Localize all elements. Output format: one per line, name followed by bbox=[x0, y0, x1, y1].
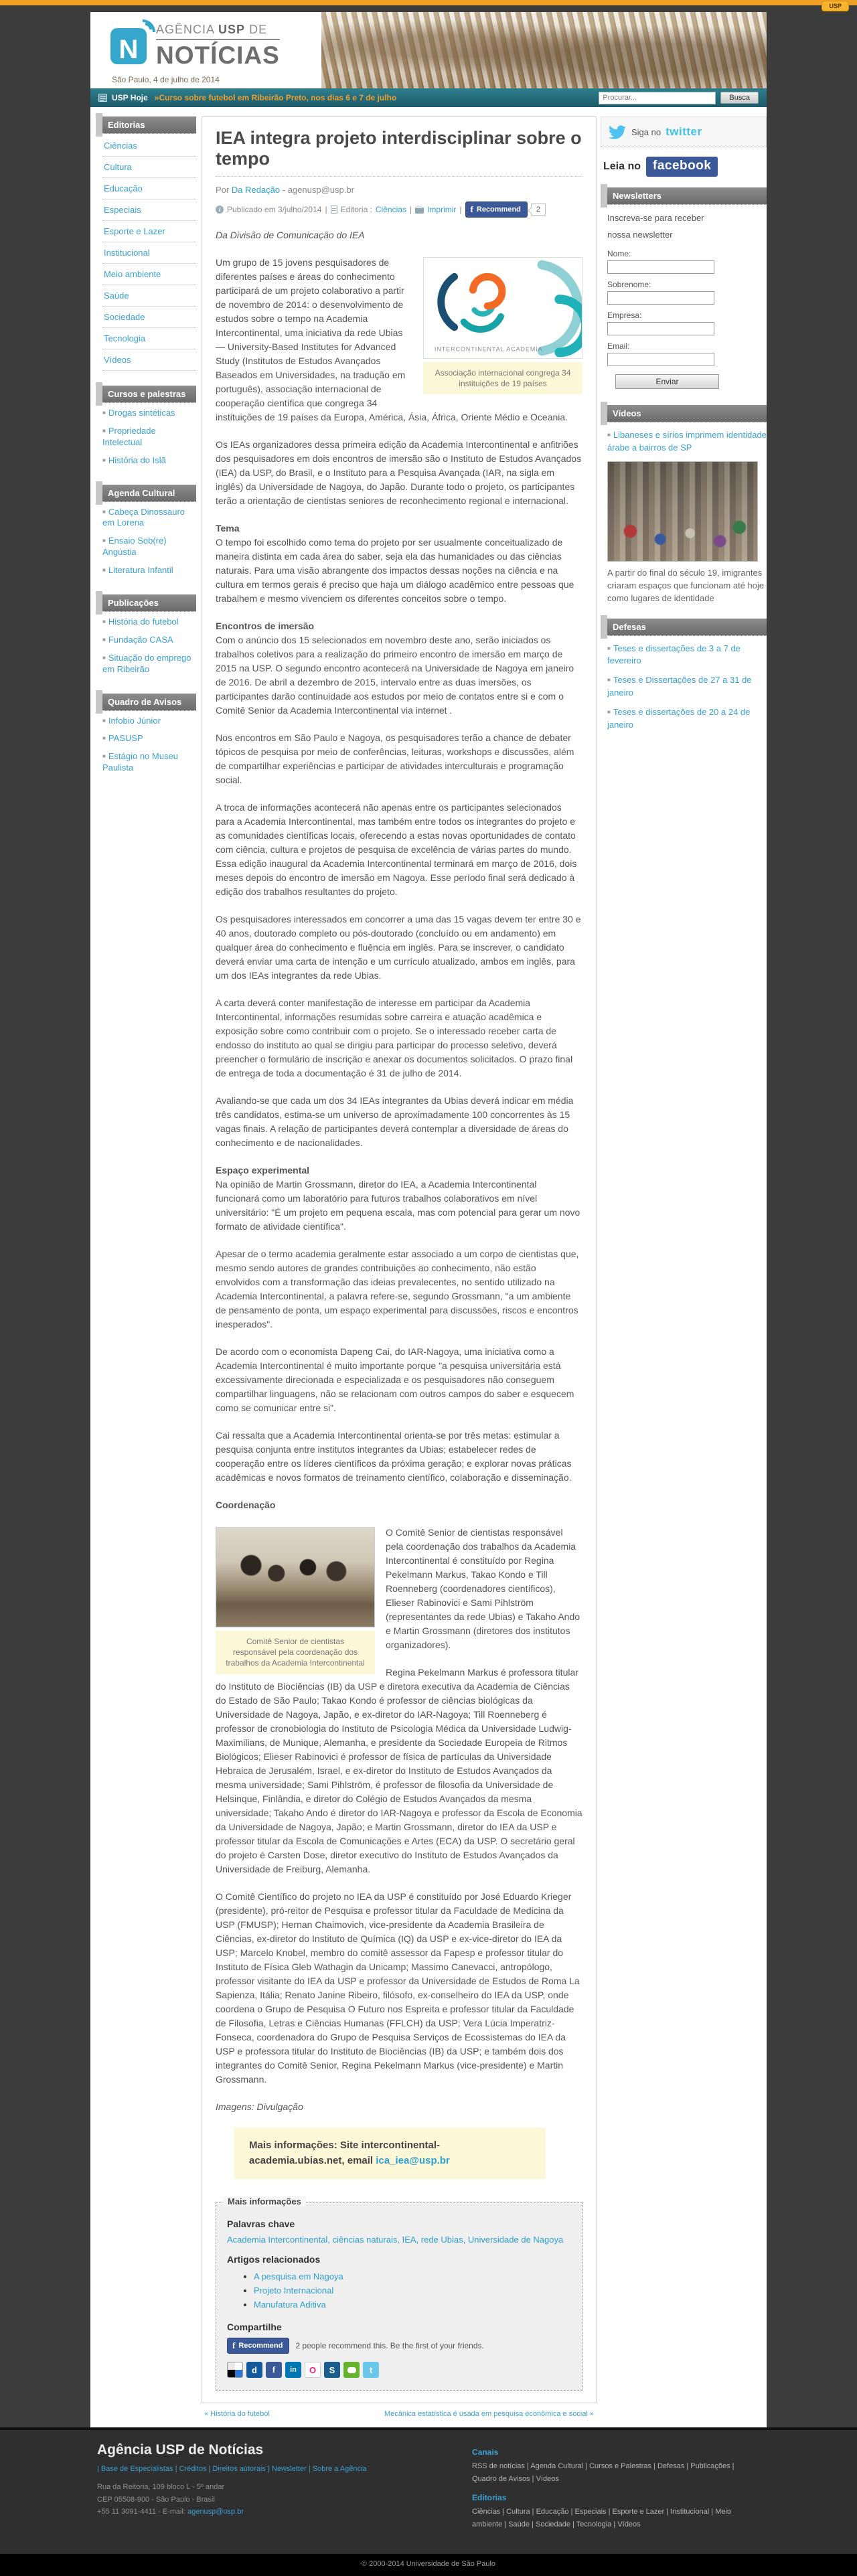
committee-photo bbox=[216, 1527, 375, 1627]
current-date: São Paulo, 4 de julho de 2014 bbox=[112, 74, 224, 86]
info-icon: i bbox=[216, 206, 224, 214]
paragraph: O Comitê Científico do projeto no IEA da USP é constituído por José Eduardo Krieger (presidente), pró-reitor de Pesquisa e professor titular da Faculdade de Medicina da USP (FMUSP); Hernan Chaimovich, vice-presidente da Academia Brasileira de Ciências, ex-diretor do Instituto de Química (IQ) da USP e ex-vice-diretor do IEA da USP; Marcelo Knobel, membro do comitê assessor da Fapesp e professor titular do Instituto de Física Gleb Wathagin da Unicamp; Massimo Canevacci, antropólogo, professor visitante do IEA da USP e professor da Universidade de Estudos de Roma La Sapienza, Itália; Renato Janine Ribeiro, filósofo, ex-conselheiro do IEA da USP, onde coordena o Grupo de Pesquisa O Futuro nos Espreita e professor titular da Faculdade de Filosofia, Letras e Ciências Humanas (FFLCH) da USP; Vera Lúcia Imperatriz-Fonseca, coordenadora do Grupo de Pesquisa Serviços de Ecossistemas do IEA da USP e professora titular do Instituto de Biociências (IB) da USP; e também dois dos integrantes do Comitê Senior, Regina Pekelmann Markus (vice-presidente) e Martin Grossmann. bbox=[216, 1891, 580, 2085]
section-header-videos: Vídeos bbox=[607, 405, 767, 422]
paragraph: Tema O tempo foi escolhido como tema do projeto por ser usualmente conceitualizado de maneira distinta em cada área do saber, seja ela das humanidades ou das ciências naturais. Para uma visão abrangente dos impactos dessas noções na ciência e na cultura em termos gerais é preciso que haja um diálogo acadêmico entre pessoas que trabalhem e mesmo vivenciem os diferentes conceitos sobre o tempo. bbox=[216, 523, 574, 604]
footer-title: Agência USP de Notícias bbox=[97, 2442, 264, 2458]
facebook-count-badge: 2 bbox=[531, 204, 546, 216]
paragraph: Cai ressalta que a Academia Intercontinental orienta-se por três metas: estimular a pesquisa conjunta entre institutos integrantes da Ubias; estabelecer redes de cooperação entre os líderes científicos da próxima geração; e explorar novas práticas acadêmicas e novos formatos de treinamento científico, colaboração e disseminação. bbox=[216, 1430, 572, 1483]
email-field[interactable] bbox=[607, 353, 714, 366]
logo-title: NOTÍCIAS bbox=[156, 42, 280, 69]
sidebar-link[interactable]: ■ Drogas sintéticas bbox=[102, 408, 175, 418]
facebook-follow-box[interactable]: Leia no facebook bbox=[601, 147, 767, 187]
subheading-tema: Tema bbox=[216, 523, 240, 534]
twitter-wordmark: twitter bbox=[666, 125, 702, 138]
section-header-editorias: Editorias bbox=[102, 116, 196, 134]
section-header-defesas: Defesas bbox=[607, 619, 767, 636]
footer-links[interactable]: | Base de Especialistas | Créditos | Direitos autorais | Newsletter | Sobre a Agência bbox=[97, 2465, 367, 2473]
facebook-wordmark: facebook bbox=[646, 157, 718, 177]
logo-wordmark: INTERCONTINENTAL ACADEMIA bbox=[434, 345, 543, 353]
sidebar-link[interactable]: ■ Cabeça Dinossauro em Lorena bbox=[102, 506, 185, 528]
search-input[interactable] bbox=[599, 92, 716, 104]
keywords-title: Palavras chave bbox=[227, 2219, 295, 2229]
video-caption: A partir do final do século 19, imigrantes criaram espaços que funcionam até hoje como lugares de identidade bbox=[607, 568, 765, 603]
facebook-icon[interactable]: f bbox=[266, 2362, 282, 2378]
related-article-link[interactable]: Projeto Internacional bbox=[254, 2285, 334, 2296]
sidebar-item-meio-ambiente[interactable]: Meio ambiente bbox=[102, 264, 196, 285]
sidebar-link[interactable]: ■ História do futebol bbox=[102, 617, 179, 627]
newsletter-intro: Inscreva-se para receber nossa newsletter bbox=[607, 213, 704, 240]
site-header bbox=[90, 12, 767, 88]
paragraph: A troca de informações acontecerá não apenas entre os participantes selecionados para a Academia Intercontinental, mas também entre todos os integrantes do projeto e as comunidades científicas locais, oferecendo a estas novas oportunidades de contato com ciência, cultura e projetos de pesquisa de excelência de várias partes do mundo. Essa edição inaugural da Academia Intercontinental terminará em março de 2016, dois meses depois do encontro de imersão em Nagoya. Esse período final será dedicado à edição dos trabalhos resultantes do projeto. bbox=[216, 802, 577, 897]
paragraph: Os IEAs organizadores dessa primeira edição da Academia Intercontinental e anfitriões dos pesquisadores em dois encontros de imersão são o Instituto de Estudos Avançados (IEA) da USP, do Brasil, e o Instituto para a Pesquisa Avançada (IAR, na sigla em inglês) da Universidade de Nagoya, do Japão. Durante todo o projeto, os participantes terão a orientação de cientistas seniores de reconhecimento regional e internacional. bbox=[216, 439, 582, 506]
paragraph: Apesar de o termo academia geralmente estar associado a um corpo de cientistas que, mesmo sendo autores de grandes contribuições ao conhecimento, não estão envolvidos com a transformação das ideias prevalecentes, no sentido utilizado na Academia Intercontinental, a palavra refere-se, segundo Grossmann, "a um ambiente de pensamento de ponta, um espaço experimental para discussões, riscos e encontros inesperados". bbox=[216, 1249, 579, 1330]
usp-portal-button[interactable]: USP bbox=[822, 1, 849, 11]
list-item bbox=[254, 2285, 571, 2296]
document-icon bbox=[331, 206, 337, 214]
footer-left bbox=[97, 2442, 367, 2539]
intercontinental-academia-logo bbox=[423, 257, 582, 359]
sidebar-link[interactable]: ■ PASUSP bbox=[102, 733, 143, 744]
paragraph: De acordo com o economista Dapeng Cai, do IAR-Nagoya, uma iniciativa como a Academia Intercontinental é muito importante porque "a pesquisa universitária está excessivamente direcionada e especializada e os pesquisadores não conseguem compartilhar linguagens, não se relacionam com outros campos do saber e esquecem como se comunicar entre si". bbox=[216, 1346, 574, 1413]
usp-hoje-bar bbox=[90, 88, 767, 107]
empresa-field[interactable] bbox=[607, 322, 714, 335]
delicious-icon[interactable] bbox=[227, 2362, 243, 2378]
field-label-nome: Nome: bbox=[607, 249, 631, 259]
print-link[interactable]: Imprimir bbox=[427, 205, 457, 214]
sidebar-item-esporte[interactable]: Esporte e Lazer bbox=[102, 221, 196, 242]
contact-email-link[interactable]: ica_iea@usp.br bbox=[376, 2154, 450, 2166]
news-list-icon bbox=[98, 94, 107, 102]
committee-photo-caption: Comitê Senior de cientistas responsável pela coordenação dos trabalhos da Academia Intercontinental bbox=[216, 1631, 375, 1674]
field-label-email: Email: bbox=[607, 341, 630, 351]
article-meta: i Publicado em 3/julho/2014 | Editoria : Ciências | Imprimir | f Recommend 2 bbox=[216, 202, 582, 218]
sidebar-item-tecnologia[interactable]: Tecnologia bbox=[102, 328, 196, 349]
wifi-arc-icon bbox=[143, 19, 155, 32]
paragraph: Os pesquisadores interessados em concorrer a uma das 15 vagas devem ter entre 30 e 40 anos, doutorado completo ou pós-doutorado (concluído ou em andamento) em qualquer área do conhecimento e fluência em inglês. Para se inscrever, o candidato deverá enviar uma carta de intenção e um currículo atualizado, ambos em inglês, para um dos IEAs integrantes da rede Ubias. bbox=[216, 914, 581, 981]
publish-date: Publicado em 3/julho/2014 bbox=[227, 205, 322, 214]
defesas-link[interactable]: ■ Teses e dissertações de 3 a 7 de fevereiro bbox=[607, 643, 741, 666]
footer-canais-links[interactable]: RSS de notícias | Agenda Cultural | Cursos e Palestras | Defesas | Publicações | Quadro de Avisos | Vídeos bbox=[472, 2462, 734, 2483]
footer-email-link[interactable]: agenusp@usp.br bbox=[187, 2508, 244, 2516]
sidebar-item-educacao[interactable]: Educação bbox=[102, 178, 196, 199]
newsletter-submit-button[interactable]: Enviar bbox=[615, 374, 719, 389]
paragraph bbox=[216, 1498, 582, 1512]
keyboard-photo bbox=[321, 12, 767, 88]
paragraph: Encontros de imersão Com o anúncio dos 15 selecionados em novembro deste ano, serão iniciados os trabalhos coletivos para a realização do primeiro encontro de imersão em março de 2015 na USP. O segundo encontro acontecerá na Universidade de Nagoya em janeiro de 2016. De abril a dezembro de 2015, intervalo entre as duas imersões, os participantes darão continuidade aos estudos por meio de contatos entre si e com o Comitê Senior da Academia Intercontinental via internet . bbox=[216, 621, 574, 716]
committee-photo-figure bbox=[216, 1527, 375, 1674]
sidebar-link[interactable]: ■ História do Islã bbox=[102, 455, 166, 465]
footer-editorias-title: Editorias bbox=[472, 2493, 507, 2503]
paragraph: Um grupo de 15 jovens pesquisadores de diferentes países e áreas do conhecimento participará de um projeto colaborativo a partir de novembro de 2014: o desenvolvimento de estudos sobre o tempo na Academia Intercontinental, uma iniciativa da rede Ubias — University-Based Institutes for Advanced Study (Institutos de Estudos Avançados Baseados em Universidades, na tradução em português), associação internacional de cooperação científica que congrega 34 instituições de 19 países da Europa, América, Ásia, África, Oriente Médio e Oceania. bbox=[216, 257, 568, 422]
article-credit: Da Divisão de Comunicação do IEA bbox=[216, 230, 365, 240]
nome-field[interactable] bbox=[607, 260, 714, 274]
left-sidebar bbox=[96, 111, 196, 792]
footer-right bbox=[472, 2442, 760, 2539]
subheading-espaco: Espaço experimental bbox=[216, 1165, 310, 1176]
sidebar-link[interactable]: ■ Literatura Infantil bbox=[102, 565, 173, 576]
printer-icon bbox=[415, 208, 424, 214]
sidebar-link[interactable]: ■ Ensaio Sob(re) Angústia bbox=[102, 536, 167, 558]
paragraph: Nos encontros em São Paulo e Nagoya, os pesquisadores terão a chance de debater tópicos de pesquisa por meio de conferências, leituras, workshops e discussões, além de compartilhar experiências e participar de atividades interculturais e programação social. bbox=[216, 732, 574, 785]
top-accent-bar bbox=[0, 0, 857, 9]
subheading-encontros: Encontros de imersão bbox=[216, 621, 315, 631]
article-pagination bbox=[202, 2410, 597, 2418]
intercontinental-academia-logo-figure bbox=[423, 257, 582, 394]
search-button[interactable]: Busca bbox=[720, 92, 759, 104]
next-article-link[interactable]: Mecânica estatística é usada em pesquisa econômica e social » bbox=[384, 2410, 594, 2418]
subheading-coordenacao: Coordenação bbox=[216, 1500, 276, 1510]
field-label-empresa: Empresa: bbox=[607, 311, 642, 321]
list-item bbox=[254, 2271, 571, 2281]
twitter-icon[interactable]: t bbox=[363, 2362, 379, 2378]
chat-share-icon[interactable] bbox=[343, 2362, 360, 2378]
orkut-icon[interactable]: O bbox=[305, 2362, 321, 2378]
sidebar-link[interactable]: ■ Fundação CASA bbox=[102, 634, 173, 645]
keywords-links[interactable]: Academia Intercontinental, ciências naturais, IEA, rede Ubias, Universidade de Nagoya bbox=[227, 2235, 564, 2245]
facebook-icon: f bbox=[232, 2340, 236, 2350]
footer-editorias-links[interactable]: Ciências | Cultura | Educação | Especiais | Esporte e Lazer | Institucional | Meio ambiente | Saúde | Sociedade | Tecnologia | Vídeos bbox=[472, 2508, 732, 2529]
logo-caption: Associação internacional congrega 34 instituições de 19 países bbox=[423, 362, 582, 394]
stumbleupon-icon[interactable]: S bbox=[324, 2362, 340, 2378]
section-header-publicacoes: Publicações bbox=[102, 594, 196, 612]
related-article-link[interactable]: Manufatura Aditiva bbox=[254, 2300, 326, 2310]
author-link[interactable]: Da Redação bbox=[231, 185, 281, 195]
field-label-sobrenome: Sobrenome: bbox=[607, 280, 651, 290]
digg-icon[interactable]: d bbox=[246, 2362, 262, 2378]
more-info-panel bbox=[216, 2196, 582, 2391]
defesas-link[interactable]: ■ Teses e dissertações de 20 a 24 de janeiro bbox=[607, 706, 751, 730]
logo-n-icon bbox=[110, 28, 147, 64]
section-header-avisos: Quadro de Avisos bbox=[102, 694, 196, 711]
sidebar-item-saude[interactable]: Saúde bbox=[102, 285, 196, 307]
facebook-icon: f bbox=[470, 204, 473, 214]
site-footer bbox=[0, 2427, 857, 2554]
site-logo[interactable] bbox=[110, 23, 295, 72]
sidebar-item-sociedade[interactable]: Sociedade bbox=[102, 307, 196, 328]
twitter-follow-box[interactable]: Siga no twitter bbox=[601, 116, 767, 147]
ticker-label: USP Hoje bbox=[112, 93, 148, 102]
sidebar-item-videos[interactable]: Vídeos bbox=[102, 349, 196, 371]
ticker-headline-link[interactable]: »Curso sobre futebol em Ribeirão Preto, nos dias 6 e 7 de julho bbox=[154, 93, 397, 102]
paragraph: O Comitê Senior de cientistas responsável pela coordenação dos trabalhos da Academia Intercontinental é constituído por Regina Pekelmann Markus, Takao Kondo e Till Roenneberg (coordenadores científicos), Elieser Rabinovici e Sami Pihlström (representantes da rede Ubias) e Takaho Ando e Martin Grossmann (diretores dos institutos organizadores). bbox=[386, 1527, 580, 1650]
facebook-recommend-button[interactable]: f Recommend bbox=[227, 2338, 289, 2354]
page-title: IEA integra projeto interdisciplinar sobre o tempo bbox=[216, 128, 582, 169]
article bbox=[202, 116, 597, 2403]
more-info-highlight-box: Mais informações: Site intercontinental-academia.ubias.net, email ica_iea@usp.br bbox=[234, 2127, 546, 2179]
linkedin-icon[interactable]: in bbox=[285, 2362, 301, 2378]
video-link[interactable]: ■ Libaneses e sírios imprimem identidade árabe a bairros de SP bbox=[607, 430, 767, 453]
sidebar-link[interactable]: ■ Estágio no Museu Paulista bbox=[102, 751, 178, 773]
share-title: Compartilhe bbox=[227, 2322, 282, 2332]
footer-address: Rua da Reitoria, 109 bloco L - 5º andar CEP 05508-900 - São Paulo - Brasil +55 11 3091-4411 - E-mail: agenusp@usp.br bbox=[97, 2483, 244, 2516]
sidebar-link[interactable]: ■ Situação do emprego em Ribeirão bbox=[102, 652, 191, 674]
twitter-bird-icon bbox=[607, 124, 627, 140]
editoria-link[interactable]: Ciências bbox=[375, 205, 406, 214]
sidebar-link[interactable]: ■ Propriedade Intelectual bbox=[102, 425, 156, 447]
logo-subtitle: AGÊNCIA USP DE bbox=[156, 23, 280, 40]
images-credit: Imagens: Divulgação bbox=[216, 2101, 303, 2112]
defesas-link[interactable]: ■ Teses e Dissertações de 27 a 31 de janeiro bbox=[607, 675, 752, 698]
video-thumbnail[interactable] bbox=[607, 461, 758, 562]
sidebar-item-ciencias[interactable]: Ciências bbox=[102, 135, 196, 157]
paragraph: Regina Pekelmann Markus é professora titular do Instituto de Biociências (IB) da USP e diretora executiva da Academia de Ciências do Estado de São Paulo; Takao Kondo é professor de ciências biológicas da Universidade de Nagoya, Japão, e ex-diretor do IAR-Nagoya; Till Roenneberg é professor de cronobiologia do Instituto de Psicologia Médica da Universidade Ludwig-Maximilians, de Munique, Alemanha, e presidente da Sociedade Europeia de Ritmos Biológicos; Elieser Rabinovici é professor de física de partículas da Universidade Hebraica de Jerusalém, Israel, e ex-diretor do Instituto de Estudos Avançados da mesma universidade; Sami Pihlström, é professor de filosofia da Universidade de Helsinque, Finlândia, e diretor do Colégio de Estudos Avançados da mesma universidade; Takaho Ando é diretor do IAR-Nagoya e professor da Escola de Economia da Universidade de Nagoya, Japão; e Martin Grossmann, diretor do IEA da USP e professor titular da Escola de Comunicações e Artes (ECA) da USP. O secretário geral do projeto é Carsten Dose, diretor executivo do Instituto de Estudos Avançados da Universidade de Freiburg, Alemanha. bbox=[216, 1667, 582, 1874]
sidebar-item-especiais[interactable]: Especiais bbox=[102, 199, 196, 221]
sobrenome-field[interactable] bbox=[607, 291, 714, 305]
sidebar-item-institucional[interactable]: Institucional bbox=[102, 242, 196, 264]
right-sidebar bbox=[601, 111, 767, 745]
previous-article-link[interactable]: « História do futebol bbox=[204, 2410, 270, 2418]
sidebar-link[interactable]: ■ Infobio Júnior bbox=[102, 715, 161, 726]
paragraph: Espaço experimental Na opinião de Martin Grossmann, diretor do IEA, a Academia Intercontinental funcionará como um laboratório para futuros trabalhos colaborativos em nível universitário: "É um projeto em pequena escala, mas com potencial para gerar um novo formato de atividade científica". bbox=[216, 1165, 580, 1232]
related-article-link[interactable]: A pesquisa em Nagoya bbox=[254, 2271, 343, 2281]
facebook-recommend-button[interactable]: f Recommend bbox=[465, 202, 528, 218]
related-title: Artigos relacionados bbox=[227, 2254, 321, 2265]
facebook-recommend-text: 2 people recommend this. Be the first of your friends. bbox=[295, 2341, 484, 2350]
list-item bbox=[254, 2300, 571, 2310]
paragraph: Avaliando-se que cada um dos 34 IEAs integrantes da Ubias deverá indicar em média três candidatos, estima-se um universo de aproximadamente 100 concorrentes às 15 vagas finais. A relação de participantes deverá contemplar a diversidade de áreas do conhecimento e de nacionalidades. bbox=[216, 1095, 574, 1148]
section-header-agenda: Agenda Cultural bbox=[102, 485, 196, 502]
share-icons-row bbox=[227, 2362, 571, 2378]
byline: Por Da Redação - agenusp@usp.br bbox=[216, 185, 354, 195]
footer-canais-title: Canais bbox=[472, 2447, 499, 2457]
section-header-newsletters: Newsletters bbox=[607, 187, 767, 205]
logo-n-letter: N bbox=[119, 35, 139, 64]
more-info-title: Mais informações bbox=[223, 2196, 306, 2206]
divider bbox=[216, 176, 582, 177]
section-header-cursos: Cursos e palestras bbox=[102, 386, 196, 403]
paragraph: A carta deverá conter manifestação de interesse em participar da Academia Intercontinental, informações resumidas sobre carreira e atuação acadêmica e exposição sobre como contribuir com o projeto. Se o interessado receber carta de endosso do instituto ao qual se dirigiu para participar do processo seletivo, deverá preencher o formulário de inscrição e anexar os documentos solicitados. O prazo final de entrega de toda a documentação é 31 de julho de 2014. bbox=[216, 997, 573, 1078]
sidebar-item-cultura[interactable]: Cultura bbox=[102, 157, 196, 178]
copyright-bar: © 2000-2014 Universidade de São Paulo bbox=[0, 2554, 857, 2576]
